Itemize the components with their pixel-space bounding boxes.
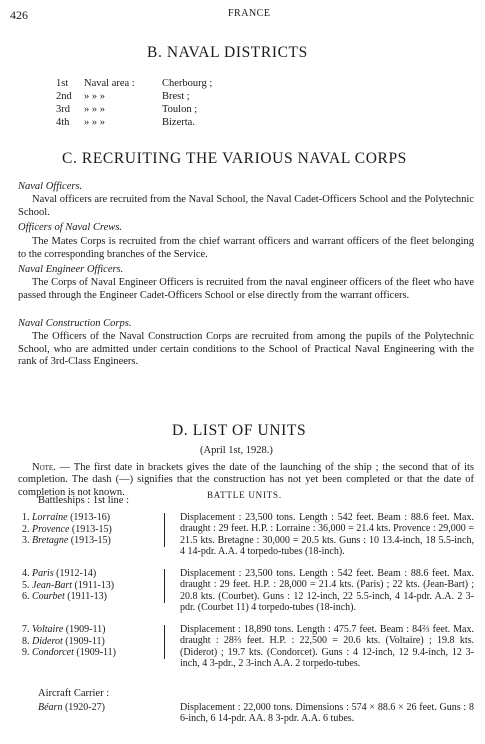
ship-num: 6. — [22, 591, 30, 602]
ship-entry — [22, 636, 116, 648]
district-place: Brest ; — [162, 91, 190, 102]
ship-name: Courbet — [32, 591, 65, 602]
ship-name: Jean-Bart — [32, 579, 72, 591]
ship-name: Lorraine — [32, 512, 68, 523]
ship-group-3 — [22, 624, 116, 659]
ship-entry — [22, 624, 116, 636]
ship-group-1 — [22, 512, 112, 547]
ship-entry — [22, 580, 114, 592]
district-num: 1st — [56, 78, 69, 89]
ship-name: Voltaire — [32, 624, 64, 635]
ship-name: Condorcet — [32, 647, 74, 658]
paragraph-text: The Corps of Naval Engineer Officers is recruited from the naval engineer officers of the fleet who have passed through the Engineer Cadet-Officers School or else directly from the warrant officers. — [18, 277, 474, 301]
ship-entry — [22, 535, 112, 547]
ship-num: 5. — [22, 579, 30, 591]
section-d-heading: D. LIST OF UNITS — [172, 422, 307, 439]
district-place: Toulon ; — [162, 104, 198, 115]
district-area: » » » — [84, 91, 105, 102]
ship-group-2 — [22, 568, 114, 603]
ship-name: Diderot — [32, 635, 63, 647]
district-area: Naval area : — [84, 78, 135, 89]
ship-num: 3. — [22, 535, 30, 546]
district-place: Cherbourg ; — [162, 78, 213, 89]
paragraph-text: The Mates Corps is recruited from the chief warrant officers and warrant officers of the fleet belonging to the corresponding branches of the Service. — [18, 236, 474, 260]
ship-name: Paris — [32, 568, 54, 579]
ship-dates: (1912-14) — [56, 568, 97, 579]
ship-name: Bretagne — [32, 535, 69, 546]
districts-list — [56, 77, 282, 129]
ship-dates: (1913-15) — [70, 535, 111, 546]
section-b-heading: B. NAVAL DISTRICTS — [147, 44, 308, 61]
district-row — [56, 77, 282, 90]
carrier-entry — [38, 702, 105, 714]
battleships-label: Battleships : 1st line : — [38, 495, 129, 506]
ship-dates: (1913-16) — [70, 512, 111, 523]
paragraph-text: Naval officers are recruited from the Naval School, the Naval Cadet-Officers School and the Polytechnic School. — [18, 194, 474, 218]
carrier-desc: Displacement : 22,000 tons. Dimensions : 574 × 88.6 × 26 feet. Guns : 8 6-inch, 6 14-pdr. AA. 8 3-pdr. A.A. 6 tubes. — [180, 702, 474, 725]
district-area: » » » — [84, 117, 105, 128]
ship-dates: (1911-13) — [74, 579, 115, 591]
ship-num: 2. — [22, 523, 30, 535]
ship-num: 4. — [22, 568, 30, 579]
running-title: FRANCE — [228, 8, 271, 19]
ship-entry — [22, 524, 112, 536]
paragraph-naval-officers — [18, 194, 474, 219]
ship-dates: (1909-11) — [76, 647, 116, 658]
ship-dates: (1913-15) — [71, 523, 112, 535]
ship-dates: (1911-13) — [67, 591, 107, 602]
subheading-construction-corps: Naval Construction Corps. — [18, 318, 132, 329]
ship-num: 9. — [22, 647, 30, 658]
group-bracket — [164, 625, 165, 659]
subheading-naval-officers: Naval Officers. — [18, 181, 83, 192]
district-num: 2nd — [56, 91, 72, 102]
ship-group-2-desc: Displacement : 23,500 tons. Length : 542 feet. Beam : 88.6 feet. Max. draught : 29 feet. H.P. : 28,000 = 21.4 kts. (Paris) ; 22 kts. (Jean-Bart) ; 20.8 kts. (Courbet). Guns : 12 12-inch, 22 5.5-inch, 4 14-pdr. A.A. 2 3-pdr. (Courbet 11) 4 torpedo-tubes (18-inch). — [180, 568, 474, 613]
district-num: 4th — [56, 117, 70, 128]
ship-dates: (1920-27) — [64, 702, 105, 713]
note-text: — The first date in brackets gives the date of the launching of the ship ; the second that of its completion. The dash (—) signifies that the construction has not yet been completed or that the date of completion is not known. — [18, 462, 475, 498]
paragraph-construction-corps — [18, 331, 474, 369]
battle-units-heading: BATTLE UNITS. — [207, 490, 282, 500]
paragraph-naval-crews — [18, 236, 474, 261]
subheading-naval-crews: Officers of Naval Crews. — [18, 222, 123, 233]
paragraph-engineer-officers — [18, 277, 474, 302]
district-place: Bizerta. — [162, 117, 195, 128]
note-label: Note. — [32, 462, 56, 473]
district-area: » » » — [84, 104, 105, 115]
ship-num: 1. — [22, 512, 30, 523]
subheading-engineer-officers: Naval Engineer Officers. — [18, 264, 124, 275]
ship-entry — [22, 647, 116, 659]
ship-group-1-desc: Displacement : 23,500 tons. Length : 542 feet. Beam : 88.6 feet. Max. draught : 29 feet. H.P. : Lorraine : 36,000 = 21.4 kts. Provence : 29,000 = 21.5 kts. Bretagne : 30,000 = 20.5 kts. Guns : 10 13.4-inch, 18 5.5-inch, 4 14-pdr. A.A. 4 torpedo-tubes (18-inch). — [180, 512, 474, 557]
ship-name: Provence — [32, 523, 70, 535]
aircraft-carrier-label: Aircraft Carrier : — [38, 688, 110, 699]
district-row — [56, 90, 282, 103]
group-bracket — [164, 569, 165, 603]
ship-entry — [22, 591, 114, 603]
ship-name: Béarn — [38, 702, 63, 713]
page-number: 426 — [10, 8, 28, 22]
ship-entry — [22, 568, 114, 580]
district-row — [56, 103, 282, 116]
section-c-heading: C. RECRUITING THE VARIOUS NAVAL CORPS — [62, 150, 407, 167]
district-num: 3rd — [56, 104, 70, 115]
district-row — [56, 116, 282, 129]
group-bracket — [164, 513, 165, 547]
ship-num: 8. — [22, 635, 30, 647]
list-date: (April 1st, 1928.) — [200, 445, 273, 456]
paragraph-text: The Officers of the Naval Construction Corps are recruited from among the pupils of the Polytechnic School, who are admitted under certain conditions to the School of Practical Naval Engineering with the rank of 3rd-Class Engineers. — [18, 331, 474, 368]
ship-dates: (1909-11) — [65, 624, 106, 635]
ship-dates: (1909-11) — [65, 635, 105, 647]
ship-entry — [22, 512, 112, 524]
ship-group-3-desc: Displacement : 18,890 tons. Length : 475.7 feet. Beam : 84⅔ feet. Max. draught : 28⅔ feet. H.P. : 22,500 = 20.6 kts. (Voltaire) ; 19.8 kts. (Diderot) ; 19.7 kts. (Condorcet). Guns : 4 12-inch, 12 9.4-inch, 12 3-inch, 4 3-pdr., 2 3-inch A.A. 2 torpedo-tubes. — [180, 624, 474, 669]
ship-num: 7. — [22, 624, 30, 635]
